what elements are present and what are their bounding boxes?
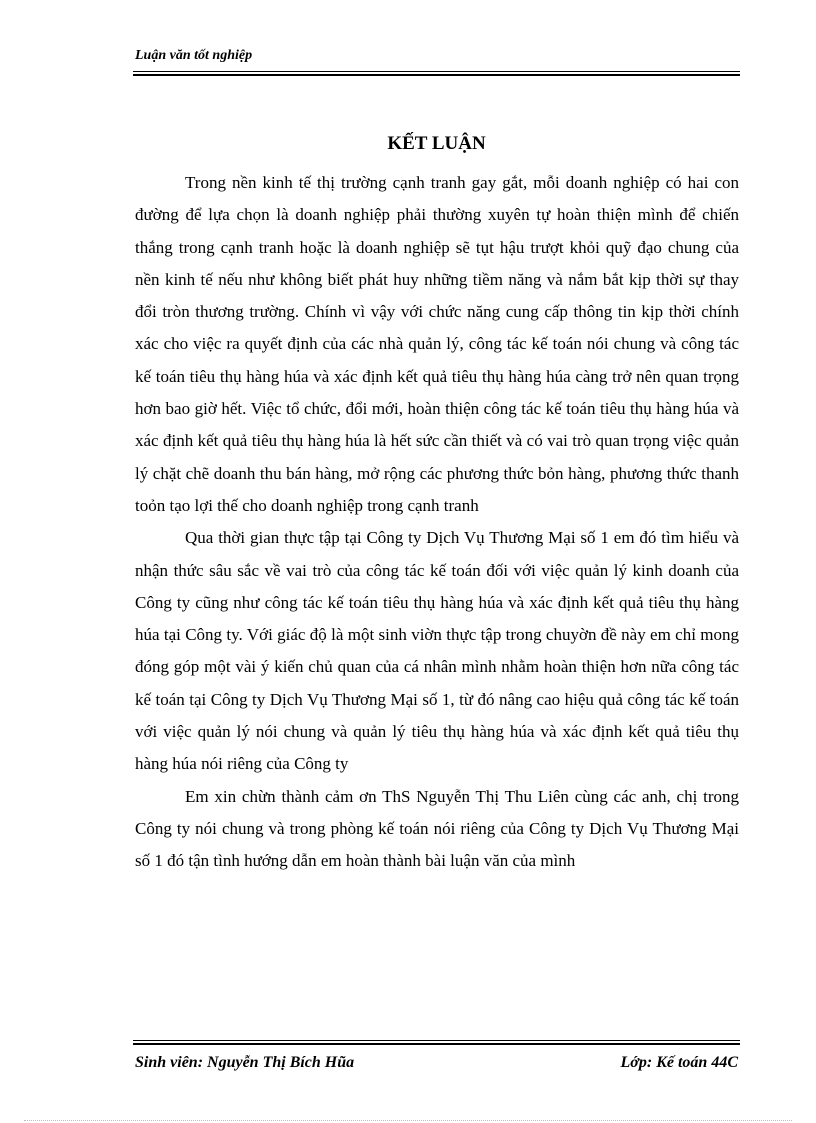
page-title: KẾT LUẬN [387, 133, 486, 154]
footer-student: Sinh viên: Nguyễn Thị Bích Hũa [135, 1054, 355, 1071]
footer-class: Lớp: Kế toán 44C [620, 1054, 738, 1071]
header-rule-thin [133, 71, 740, 72]
footer-rule-thick [133, 1043, 740, 1045]
header-rule-thick [133, 74, 740, 76]
header-title: Luận văn tốt nghiệp [135, 48, 253, 63]
paragraph-2: Qua thời gian thực tập tại Công ty Dịch Vụ Thương Mại số 1 em đó tìm hiểu và nhận thức sâu sắc về vai trò của công tác kế toán đối với việc quản lý kinh doanh của Công ty cũng như công tác kế toán tiêu thụ hàng húa và xác định kết quả tiêu thụ hàng húa tại Công ty. Với giác độ là một sinh viờn thực tập trong chuyờn đề này em chỉ mong đóng góp một vài ý kiến chủ quan của cá nhân mình nhằm hoàn thiện hơn nữa công tác kế toán tại Công ty Dịch Vụ Thương Mại số 1, từ đó nâng cao hiệu quả công tác kế toán với việc quản lý nói chung và quản lý tiêu thụ hàng húa và xác định kết quả tiêu thụ hàng húa nói riêng của Công ty [135, 528, 739, 774]
footer-rule-thin [133, 1040, 740, 1041]
page-edge-dots [24, 1120, 792, 1121]
paragraph-1: Trong nền kinh tế thị trường cạnh tranh gay gắt, mỗi doanh nghiệp có hai con đường để lựa chọn là doanh nghiệp phải thường xuyên tự hoàn thiện mình để chiến thắng trong cạnh tranh hoặc là doanh nghiệp sẽ tụt hậu trượt khỏi quỹ đạo chung của nền kinh tế nếu như không biết phát huy những tiềm năng và nắm bắt kịp thời sự thay đổi tròn thương trường. Chính vì vậy với chức năng cung cấp thông tin kịp thời chính xác cho việc ra quyết định của các nhà quản lý, công tác kế toán nói chung và công tác kế toán tiêu thụ hàng húa và xác định kết quả tiêu thụ hàng húa càng trở nên quan trọng hơn bao giờ hết. Việc tổ chức, đổi mới, hoàn thiện công tác kế toán tiêu thụ hàng húa và xác định kết quả tiêu thụ hàng húa là hết sức cần thiết và có vai trò quan trọng việc quản lý chặt chẽ doanh thu bán hàng, mở rộng các phương thức bỏn hàng, phương thức thanh toỏn tạo lợi thế cho doanh nghiệp trong cạnh tranh [135, 173, 739, 515]
body-text [135, 167, 739, 878]
paragraph-3: Em xin chừn thành cảm ơn ThS Nguyễn Thị Thu Liên cùng các anh, chị trong Công ty nói chung và trong phòng kế toán nói riêng của Công ty Dịch Vụ Thương Mại số 1 đó tận tình hướng dẫn em hoàn thành bài luận văn của mình [135, 786, 739, 871]
